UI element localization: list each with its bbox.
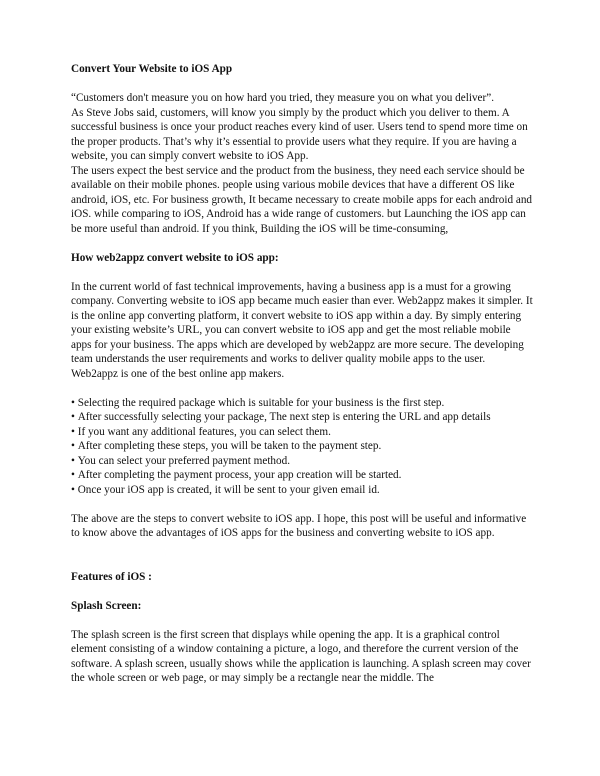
list-item: • You can select your preferred payment method. bbox=[71, 454, 533, 469]
splash-screen-subheading: Splash Screen: bbox=[71, 599, 142, 612]
section-how-closing: The above are the steps to convert website to iOS app. I hope, this post will be useful and informative to know above the advantages of iOS apps for the business and converting website to iOS app. bbox=[71, 512, 527, 539]
document-title: Convert Your Website to iOS App bbox=[71, 63, 233, 75]
list-item: • After successfully selecting your package, The next step is entering the URL and app details bbox=[71, 410, 533, 425]
section-features-heading: Features of iOS : bbox=[71, 570, 152, 583]
list-item: • If you want any additional features, you can select them. bbox=[71, 425, 533, 440]
intro-paragraph-1: As Steve Jobs said, customers, will know you simply by the product which you deliver to them. A successful business is once your product reaches every kind of user. Users tend to spend more time on the proper products. That’s why it’s essential to provide users what they require. If you are having a website, you can simply convert website to iOS App. bbox=[71, 106, 528, 162]
list-item: • After completing these steps, you will be taken to the payment step. bbox=[71, 439, 533, 454]
section-how-heading: How web2appz convert website to iOS app: bbox=[71, 251, 279, 264]
list-item: • Selecting the required package which is suitable for your business is the first step. bbox=[71, 396, 533, 411]
intro-quote: “Customers don't measure you on how hard you tried, they measure you on what you deliver”. bbox=[71, 92, 495, 104]
list-item: • After completing the payment process, your app creation will be started. bbox=[71, 468, 533, 483]
intro-paragraph-2: The users expect the best service and the product from the business, they need each service should be available on their mobile phones. people using various mobile devices that have a different OS like android, iOS, etc. For business growth, It became necessary to create mobile apps for each android and iOS. while comparing to iOS, Android has a wide range of customers. but Launching the iOS app can be more useful than android. If you think, Building the iOS will be time-consuming, bbox=[71, 164, 533, 235]
section-how-paragraph: In the current world of fast technical improvements, having a business app is a must for a growing company. Converting website to iOS app became much easier than ever. Web2appz makes it simpler. It is the online app converting platform, it convert website to iOS app within a day. By simply entering your existing website’s URL, you can convert website to iOS app and get the most reliable mobile apps for your business. The apps which are developed by web2appz are more secure. The developing team understands the user requirements and works to deliver quality mobile apps to the user. Web2appz is one of the best online app makers. bbox=[71, 280, 533, 380]
steps-list bbox=[71, 396, 533, 498]
list-item: • Once your iOS app is created, it will be sent to your given email id. bbox=[71, 483, 533, 498]
document-page bbox=[71, 62, 533, 686]
splash-screen-paragraph: The splash screen is the first screen that displays while opening the app. It is a graphical control element consisting of a window containing a picture, a logo, and therefore the current version of the software. A splash screen, usually shows while the application is launching. A splash screen may cover the whole screen or web page, or may simply be a rectangle near the middle. The bbox=[71, 628, 531, 684]
